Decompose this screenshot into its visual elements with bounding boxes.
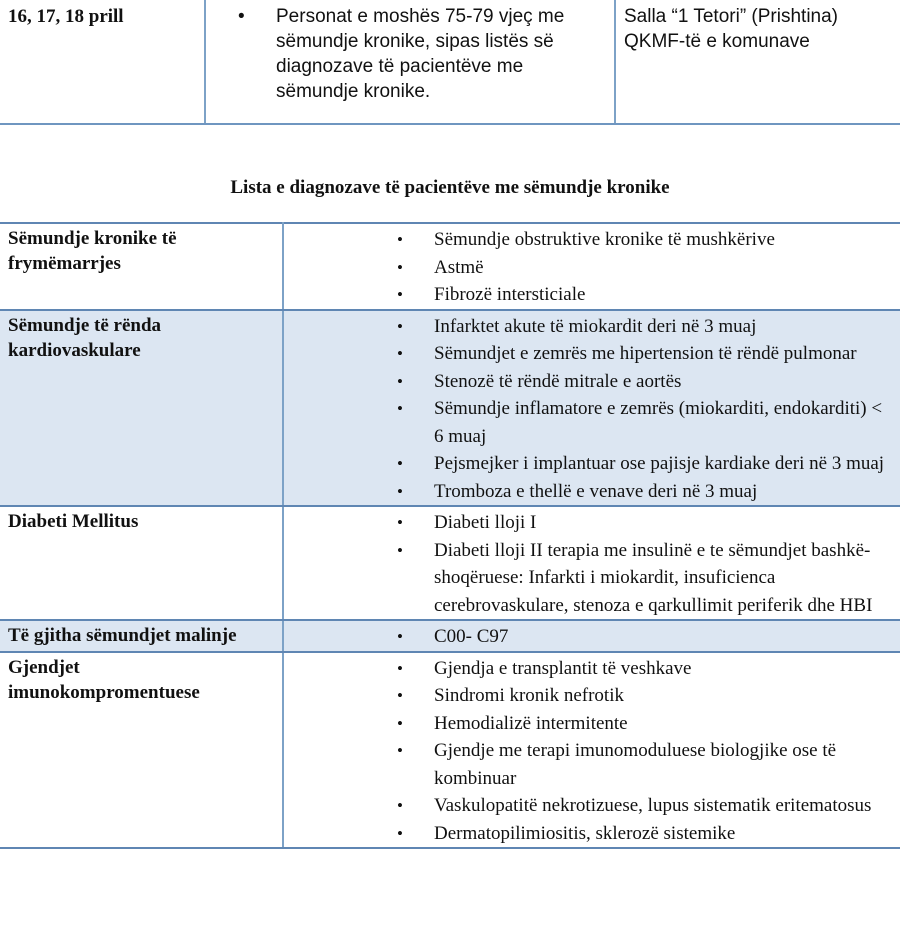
diagnosis-item: Dermatopilimiositis, sklerozë sistemike (434, 822, 736, 844)
section-title: Lista e diagnozave të pacientëve me sëmundje kronike (230, 177, 670, 198)
diagnosis-item: Fibrozë intersticiale (434, 284, 586, 305)
diagnoses-table-body (0, 223, 900, 848)
category-name: Gjendjet imunokompromentuese (0, 652, 283, 849)
schedule-location-venue: Salla “1 Tetori” (Prishtina) (624, 6, 839, 27)
bullet-icon: • (397, 658, 403, 678)
diagnosis-list-cell (283, 506, 900, 620)
diagnosis-list (284, 623, 892, 651)
diagnosis-item: Vaskulopatitë nekrotizuese, lupus sistematik eritematosus (434, 795, 872, 816)
list-item (397, 737, 892, 792)
list-item (238, 4, 606, 104)
bullet-icon: • (397, 540, 403, 560)
bullet-icon: • (397, 796, 403, 815)
list-item (397, 226, 892, 254)
bullet-icon: • (397, 713, 403, 733)
diagnosis-item: Astmë (434, 256, 484, 278)
diagnosis-list (284, 655, 892, 848)
list-item (397, 820, 892, 848)
list-item (397, 509, 892, 537)
bullet-icon: • (397, 823, 403, 843)
diagnosis-item: C00- C97 (434, 626, 509, 647)
category-name: Sëmundje kronike të frymëmarrjes (0, 223, 283, 310)
table-row (0, 310, 900, 507)
list-item (397, 710, 892, 738)
bullet-icon: • (238, 6, 245, 27)
list-item (397, 537, 892, 620)
category-name: Sëmundje të rënda kardiovaskulare (0, 310, 283, 507)
diagnosis-item: Stenozë të rëndë mitrale e aortës (434, 370, 682, 392)
schedule-location-centers: QKMF-të e komunave (624, 31, 810, 52)
diagnosis-list-cell (283, 652, 900, 849)
list-item (397, 450, 892, 478)
diagnosis-list-cell (283, 223, 900, 310)
diagnosis-item: Tromboza e thellë e venave deri në 3 muaj (434, 480, 758, 502)
list-item (397, 792, 892, 820)
bullet-icon: • (397, 627, 403, 646)
table-row (0, 652, 900, 849)
diagnosis-list (284, 313, 892, 506)
schedule-description-list (236, 4, 606, 104)
schedule-description-cell (205, 0, 615, 124)
list-item (397, 254, 892, 282)
bullet-icon: • (397, 686, 403, 705)
schedule-row (0, 0, 900, 124)
category-name: Diabeti Mellitus (0, 506, 283, 620)
bullet-icon: • (397, 285, 403, 304)
diagnosis-list-cell (283, 310, 900, 507)
schedule-date: 16, 17, 18 prill (0, 0, 205, 124)
list-item (397, 623, 892, 651)
diagnosis-item: Gjendja e transplantit të veshkave (434, 657, 692, 679)
diagnoses-table (0, 222, 900, 849)
list-item (397, 395, 892, 450)
diagnosis-item: Diabeti lloji II terapia me insulinë e te sëmundjet bashkë-shoqëruese: Infarkti i miokardit, insuficienca cerebrovaskulare, stenoza e qarkullimit periferik dhe HBI (434, 539, 873, 616)
bullet-icon: • (397, 454, 403, 473)
category-name: Të gjitha sëmundjet malinje (0, 620, 283, 652)
diagnosis-item: Sindromi kronik nefrotik (434, 685, 624, 706)
bullet-icon: • (397, 741, 403, 760)
diagnosis-list (284, 509, 892, 619)
table-row (0, 506, 900, 620)
diagnosis-item: Diabeti lloji I (434, 512, 537, 533)
diagnosis-item: Infarktet akute të miokardit deri në 3 muaj (434, 315, 757, 337)
diagnosis-list-cell (283, 620, 900, 652)
diagnosis-item: Gjendje me terapi imunomoduluese biologjike ose të kombinuar (434, 740, 837, 789)
list-item (397, 313, 892, 341)
bullet-icon: • (397, 481, 403, 501)
bullet-icon: • (397, 513, 403, 532)
table-row (0, 223, 900, 310)
bullet-icon: • (397, 257, 403, 277)
schedule-description: Personat e moshës 75-79 vjeç me sëmundje kronike, sipas listës së diagnozave të pacientëve me sëmundje kronike. (276, 6, 565, 102)
diagnosis-item: Pejsmejker i implantuar ose pajisje kardiake deri në 3 muaj (434, 453, 885, 474)
diagnosis-list (284, 226, 892, 309)
bullet-icon: • (397, 230, 403, 249)
schedule-location-cell (615, 0, 900, 124)
list-item (397, 682, 892, 710)
list-item (397, 340, 892, 368)
bullet-icon: • (397, 344, 403, 363)
diagnosis-item: Hemodializë intermitente (434, 712, 628, 734)
diagnosis-item: Sëmundjet e zemrës me hipertension të rëndë pulmonar (434, 343, 857, 364)
bullet-icon: • (397, 371, 403, 391)
bullet-icon: • (397, 316, 403, 336)
list-item (397, 368, 892, 396)
schedule-table (0, 0, 900, 125)
bullet-icon: • (397, 399, 403, 418)
list-item (397, 281, 892, 309)
list-item (397, 478, 892, 506)
table-row (0, 620, 900, 652)
diagnosis-item: Sëmundje inflamatore e zemrës (miokarditi, endokarditi) < 6 muaj (434, 398, 883, 447)
list-item (397, 655, 892, 683)
diagnosis-item: Sëmundje obstruktive kronike të mushkërive (434, 229, 775, 250)
